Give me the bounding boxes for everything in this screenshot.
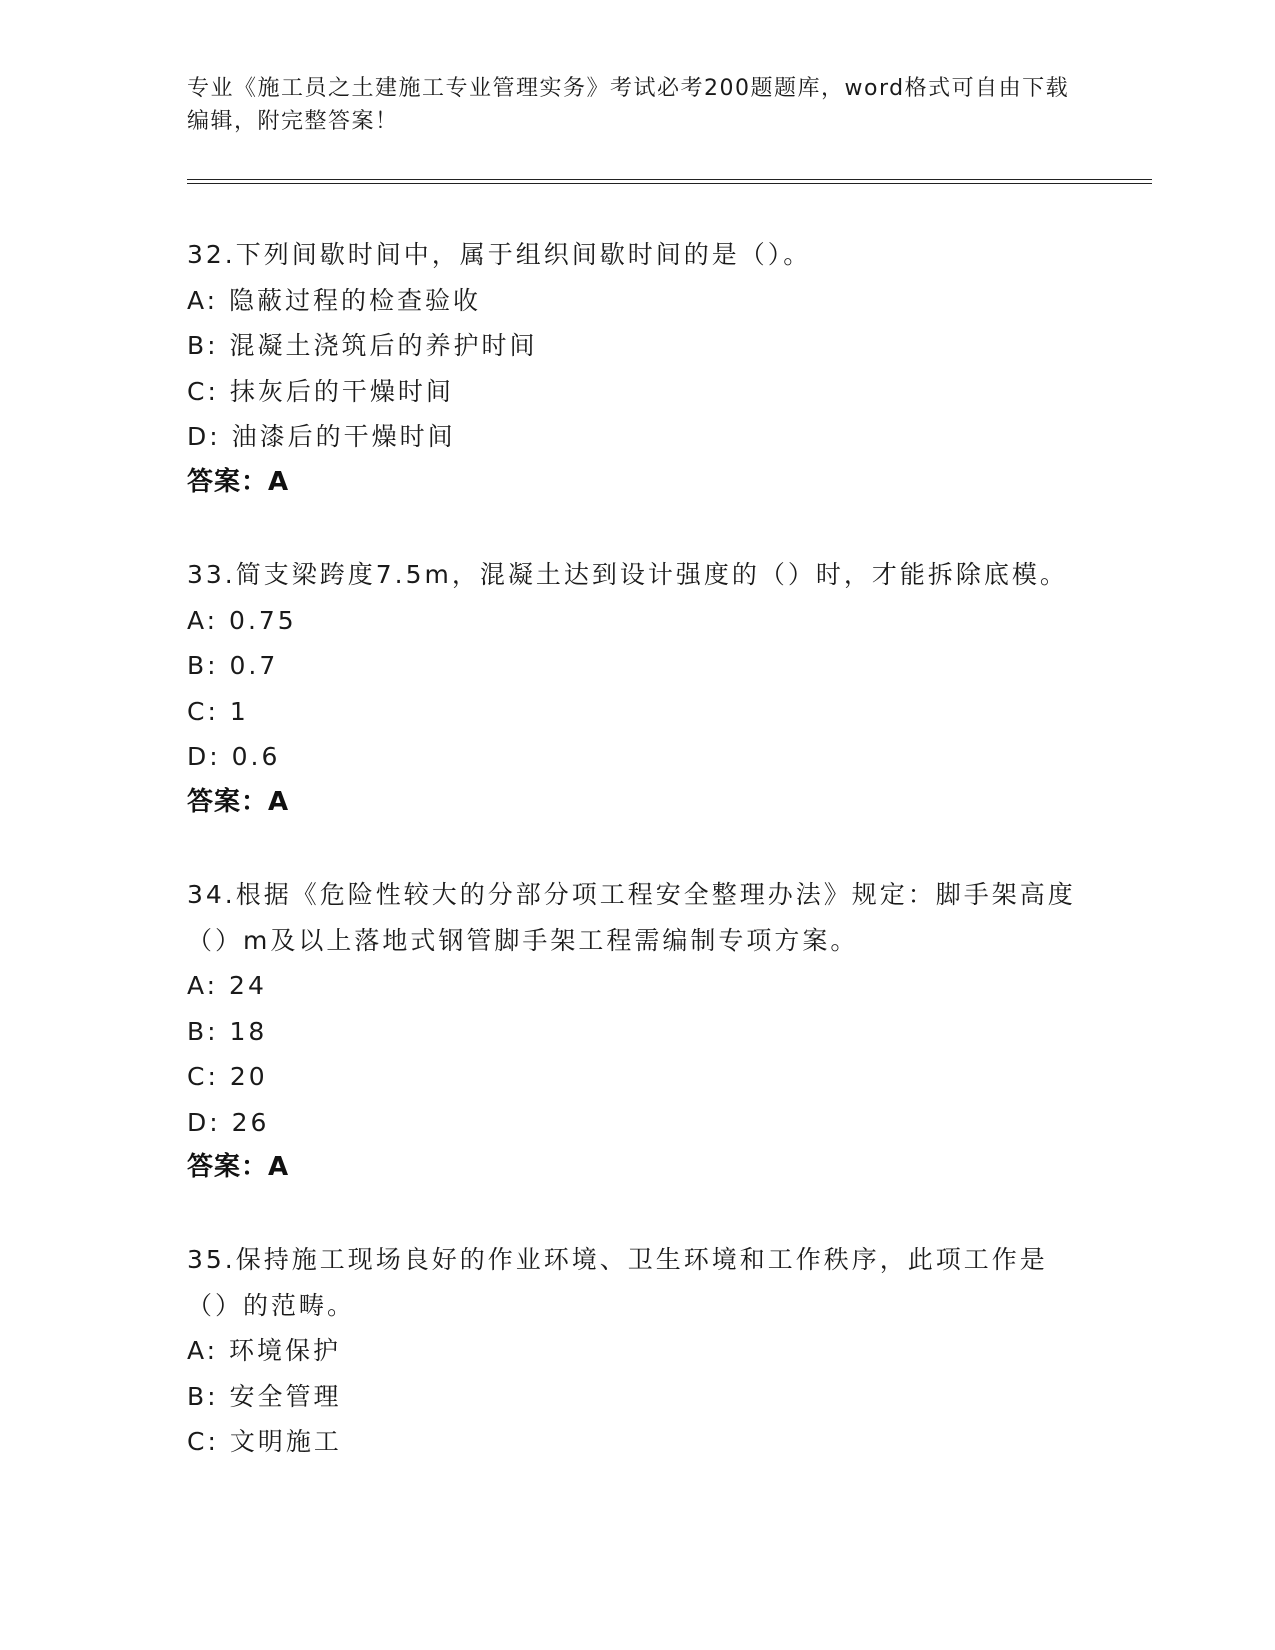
header-divider-bottom [187, 183, 1152, 184]
option-a: A: 24 [187, 971, 267, 1000]
option-d: D: 26 [187, 1107, 270, 1137]
question-33 [187, 552, 1087, 825]
answer-label: 答案：A [187, 466, 290, 497]
option-a: A: 0.75 [187, 605, 297, 635]
header-divider-top [187, 179, 1152, 180]
option-b: B: 0.7 [187, 651, 279, 680]
question-34 [187, 872, 1087, 1191]
question-stem: 35.保持施工现场良好的作业环境、卫生环境和工作秩序，此项工作是（）的范畴。 [187, 1245, 1048, 1320]
option-a: A: 隐蔽过程的检查验收 [187, 285, 482, 315]
option-a: A: 环境保护 [187, 1336, 342, 1365]
option-b: B: 混凝土浇筑后的养护时间 [187, 331, 538, 360]
option-c: C: 抹灰后的干燥时间 [187, 376, 454, 406]
option-b: B: 18 [187, 1016, 268, 1046]
document-header: 专业《施工员之土建施工专业管理实务》考试必考200题题库，word格式可自由下载编辑，附完整答案！ [187, 76, 1070, 134]
question-stem: 32.下列间歇时间中，属于组织间歇时间的是（）。 [187, 240, 812, 269]
question-stem: 33.简支梁跨度7.5m，混凝土达到设计强度的（）时，才能拆除底模。 [187, 560, 1068, 589]
question-35 [187, 1237, 1087, 1465]
option-d: D: 0.6 [187, 742, 281, 771]
option-c: C: 20 [187, 1062, 268, 1091]
question-32 [187, 232, 1087, 505]
option-c: C: 1 [187, 696, 249, 726]
answer-label: 答案：A [187, 786, 290, 817]
option-d: D: 油漆后的干燥时间 [187, 422, 456, 451]
option-b: B: 安全管理 [187, 1381, 342, 1411]
question-stem: 34.根据《危险性较大的分部分项工程安全整理办法》规定：脚手架高度（）m及以上落地式钢管脚手架工程需编制专项方案。 [187, 880, 1076, 955]
option-c: C: 文明施工 [187, 1427, 342, 1456]
answer-label: 答案：A [187, 1152, 290, 1182]
